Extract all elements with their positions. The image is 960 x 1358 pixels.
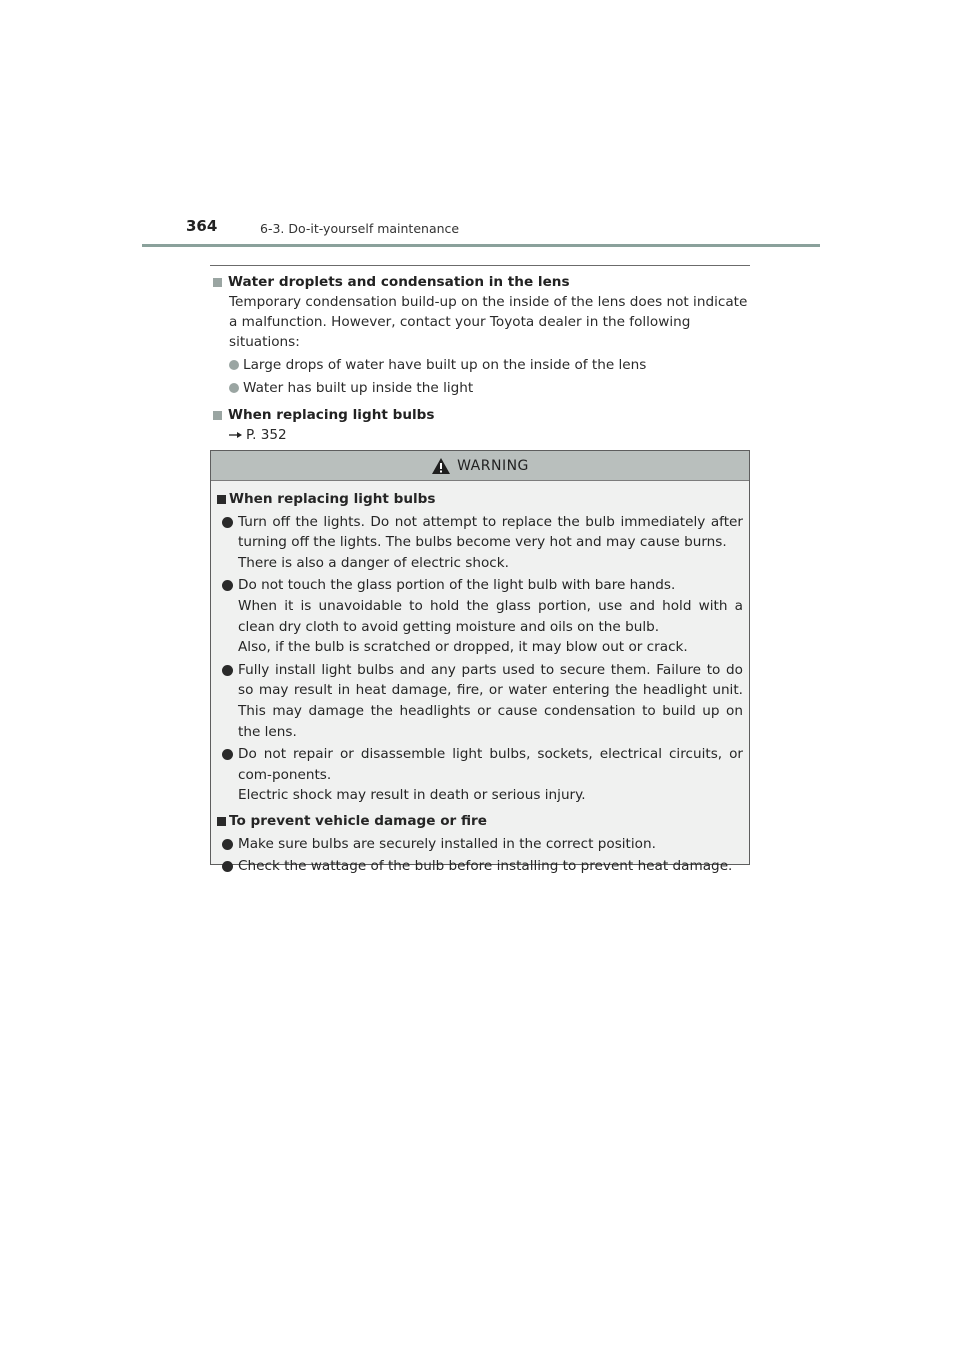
condensation-paragraph: Temporary condensation build-up on the inside of the lens does not indicate a malfunction. However, contact your Toyota dealer in the following situations: bbox=[229, 294, 748, 350]
circle-bullet-icon bbox=[222, 839, 233, 850]
circle-bullet-icon bbox=[229, 360, 239, 370]
list-item: Large drops of water have built up on the inside of the lens bbox=[229, 355, 750, 375]
warning-title: WARNING bbox=[457, 457, 529, 474]
warning-item: Do not touch the glass portion of the light bulb with bare hands. When it is unavoidable to hold the glass portion, use and hold with a clean dry cloth to avoid getting moisture and oils on the bulb. Also, if the bulb is scratched or dropped, it may blow out or crack. bbox=[222, 575, 743, 657]
warning-header bbox=[211, 451, 749, 481]
page-reference-link[interactable]: P. 352 bbox=[229, 425, 750, 445]
page-number: 364 bbox=[186, 217, 218, 235]
section-divider bbox=[210, 265, 750, 266]
square-bullet-icon bbox=[213, 278, 222, 287]
section-heading-replacing-bulbs: When replacing light bulbs bbox=[210, 405, 750, 425]
circle-bullet-icon bbox=[222, 861, 233, 872]
header-divider bbox=[142, 244, 820, 247]
chapter-title: 6-3. Do-it-yourself maintenance bbox=[260, 221, 460, 236]
warning-triangle-icon bbox=[431, 457, 451, 475]
circle-bullet-icon bbox=[229, 383, 239, 393]
warning-item: Check the wattage of the bulb before installing to prevent heat damage. bbox=[222, 856, 743, 877]
warning-body bbox=[211, 481, 749, 877]
circle-bullet-icon bbox=[222, 580, 233, 591]
right-arrow-icon bbox=[229, 431, 242, 439]
square-bullet-icon bbox=[213, 411, 222, 420]
circle-bullet-icon bbox=[222, 665, 233, 676]
warning-section-heading: To prevent vehicle damage or fire bbox=[217, 811, 743, 832]
page-header bbox=[0, 0, 960, 250]
warning-item: Fully install light bulbs and any parts used to secure them. Failure to do so may result in heat damage, fire, or water entering the headlight unit. This may damage the headlights or cause condensation to build up on the lens. bbox=[222, 660, 743, 742]
warning-item: Do not repair or disassemble light bulbs, sockets, electrical circuits, or com-ponents. Electric shock may result in death or serious injury. bbox=[222, 744, 743, 806]
list-item: Water has built up inside the light bbox=[229, 378, 750, 398]
square-bullet-icon bbox=[217, 817, 226, 826]
warning-item: Make sure bulbs are securely installed in the correct position. bbox=[222, 834, 743, 855]
square-bullet-icon bbox=[217, 495, 226, 504]
circle-bullet-icon bbox=[222, 517, 233, 528]
circle-bullet-icon bbox=[222, 749, 233, 760]
warning-section-heading: When replacing light bulbs bbox=[217, 489, 743, 510]
main-content bbox=[210, 272, 750, 445]
warning-box bbox=[210, 450, 750, 875]
warning-item: Turn off the lights. Do not attempt to replace the bulb immediately after turning off the lights. The bulbs become very hot and may cause burns. There is also a danger of electric shock. bbox=[222, 512, 743, 574]
section-heading-condensation: Water droplets and condensation in the lens bbox=[210, 272, 750, 292]
